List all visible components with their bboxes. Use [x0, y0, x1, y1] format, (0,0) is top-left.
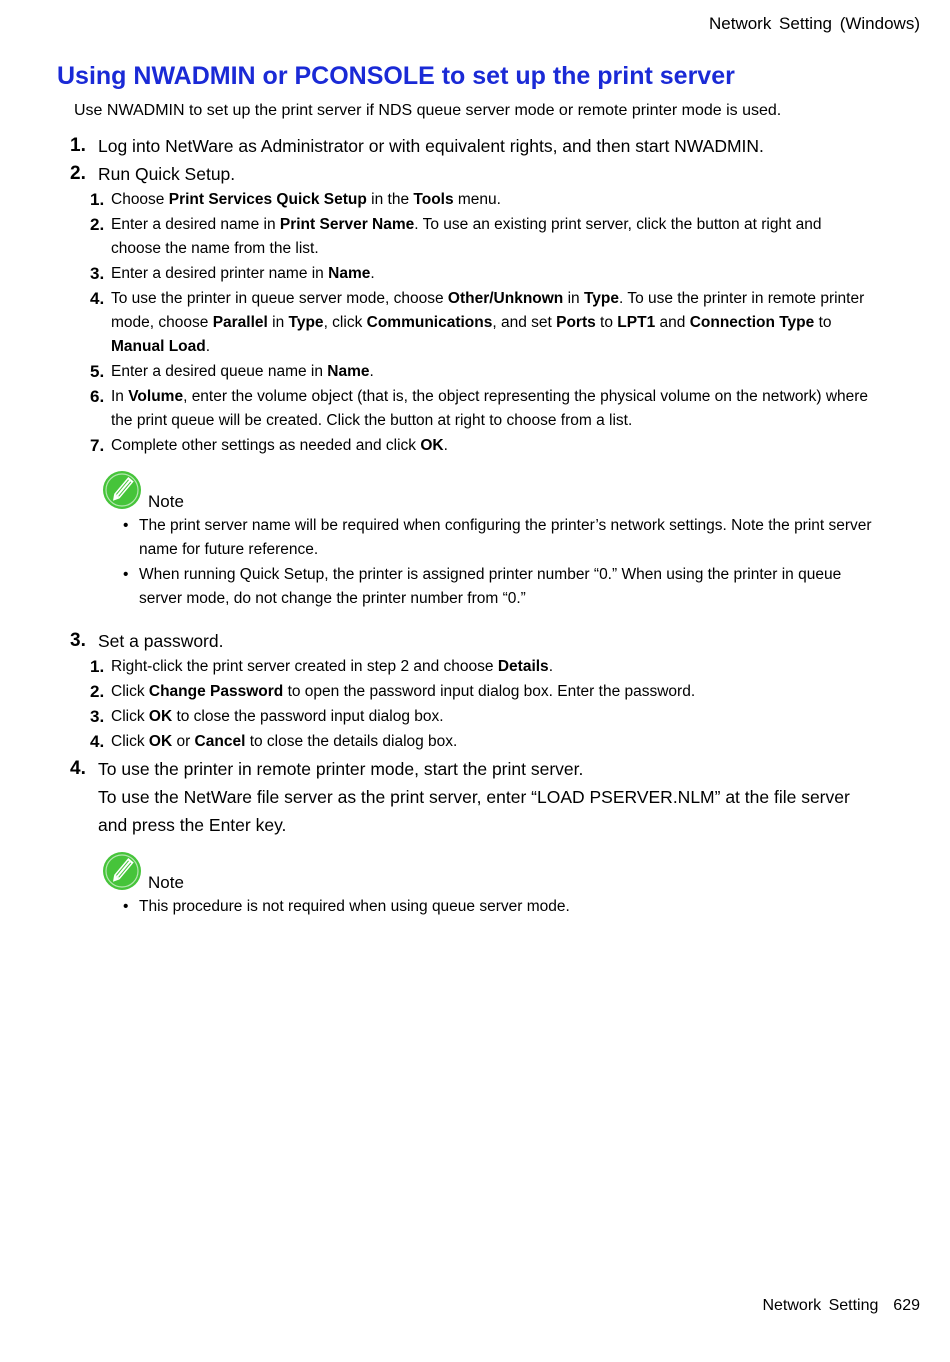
substep: 1. Choose Print Services Quick Setup in the Tools menu. — [70, 188, 875, 212]
step-number: 3. — [70, 630, 86, 651]
substep: 3. Enter a desired printer name in Name. — [70, 262, 875, 286]
substep: 2. Click Change Password to open the password input dialog box. Enter the password. — [70, 680, 875, 704]
substep-number: 1. — [90, 190, 105, 209]
substep: 5. Enter a desired queue name in Name. — [70, 360, 875, 384]
step-text: Log into NetWare as Administrator or with equivalent rights, and then start NWADMIN. — [98, 136, 764, 156]
substep-list — [70, 188, 875, 458]
substep-number: 3. — [90, 707, 105, 726]
substep: 2. Enter a desired name in Print Server Name. To use an existing print server, click the button at right and choose the name from the list. — [90, 215, 822, 257]
substep-number: 5. — [90, 362, 105, 381]
step-number: 1. — [70, 135, 86, 156]
note-box — [74, 470, 875, 611]
step-text: Set a password. — [98, 631, 224, 651]
note-item: • When running Quick Setup, the printer is assigned printer number “0.” When using the printer in queue server mode, do not change the printer number from “0.” — [74, 563, 875, 611]
step-number: 2. — [70, 163, 86, 184]
substep: 6. In Volume, enter the volume object (that is, the object representing the physical volume on the network) where the print queue will be created. Click the button at right to choose from a list. — [90, 387, 869, 429]
bullet: • — [123, 898, 129, 915]
substep: 1. Right-click the print server created in step 2 and choose Details. — [70, 655, 875, 679]
note-list — [74, 514, 875, 611]
substep-number: 4. — [90, 289, 105, 308]
note-label: Note — [148, 492, 184, 511]
step-number: 4. — [70, 758, 86, 779]
step — [70, 627, 875, 655]
substep: 4. Click OK or Cancel to close the details dialog box. — [70, 730, 875, 754]
step — [70, 160, 875, 188]
step — [70, 132, 875, 160]
substep-number: 2. — [90, 682, 105, 701]
substep-number: 3. — [90, 264, 105, 283]
step-continuation: To use the NetWare file server as the print server, enter “LOAD PSERVER.NLM” at the file server and press the Enter key. — [98, 787, 850, 835]
step — [70, 755, 875, 839]
intro-paragraph: Use NWADMIN to set up the print server if NDS queue server mode or remote printer mode is used. — [74, 102, 782, 119]
substep-number: 6. — [90, 387, 105, 406]
note-item: • This procedure is not required when using queue server mode. — [74, 895, 875, 919]
substep-number: 1. — [90, 657, 105, 676]
bullet: • — [123, 517, 129, 534]
page-title: Using NWADMIN or PCONSOLE to set up the print server — [57, 62, 735, 90]
page-footer — [762, 1297, 920, 1315]
note-box — [74, 851, 875, 919]
pencil-note-icon — [102, 470, 142, 510]
substep-number: 7. — [90, 436, 105, 455]
note-item: • The print server name will be required when configuring the printer’s network settings. Note the print server name for future reference. — [74, 514, 875, 562]
bullet: • — [123, 566, 129, 583]
substep: 3. Click OK to close the password input dialog box. — [70, 705, 875, 729]
substep: 4. To use the printer in queue server mode, choose Other/Unknown in Type. To use the printer in remote printer mode, choose Parallel in Type, click Communications, and set Ports to LPT1 and Connection Type to Manual Load. — [90, 289, 865, 355]
note-list — [74, 895, 875, 919]
substep-number: 4. — [90, 732, 105, 751]
pencil-note-icon — [102, 851, 142, 891]
substep-list — [70, 655, 875, 754]
substep-number: 2. — [90, 215, 105, 234]
page-number: 629 — [893, 1297, 920, 1314]
procedure — [70, 132, 875, 920]
note-label: Note — [148, 873, 184, 892]
step-text: To use the printer in remote printer mode, start the print server. — [98, 759, 584, 779]
footer-section: Network Setting — [762, 1297, 879, 1314]
step-text: Run Quick Setup. — [98, 164, 236, 184]
substep: 7. Complete other settings as needed and click OK. — [70, 434, 875, 458]
running-header: Network Setting (Windows) — [708, 14, 920, 33]
